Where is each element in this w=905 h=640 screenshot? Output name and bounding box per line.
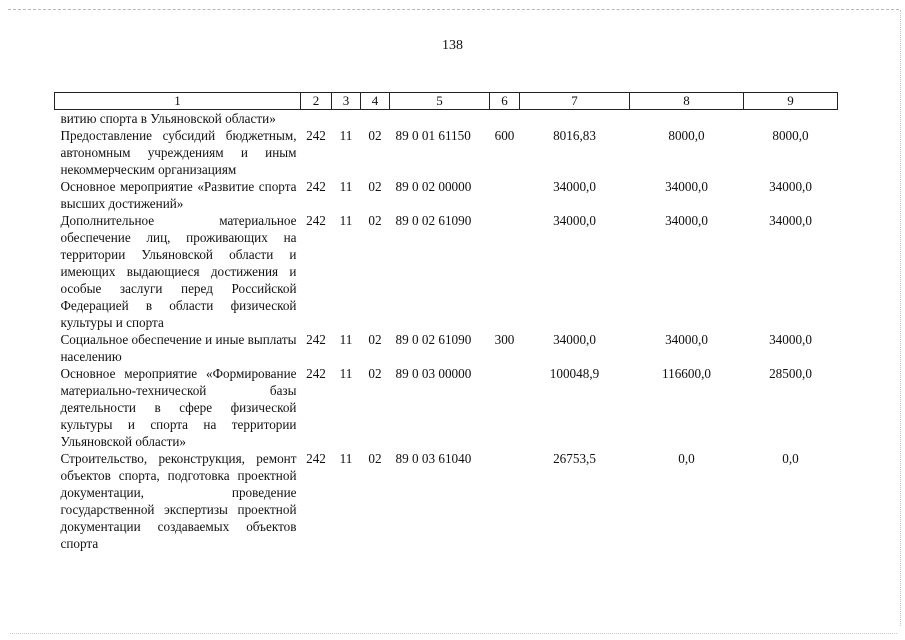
header-col-6: 6: [490, 93, 520, 110]
cell-name: Предоставление субсидий бюджетным, автономным учреждениям и иным некоммерческим организациям: [60, 128, 297, 177]
header-col-7: 7: [520, 93, 630, 110]
cell-amount-8: 0,0: [678, 451, 695, 466]
cell-target-article: 89 0 03 00000: [395, 366, 472, 381]
cell-expense-type: [490, 365, 520, 450]
cell-name: витию спорта в Ульяновской области»: [60, 111, 276, 126]
cell-expense-type: [490, 450, 520, 552]
cell-name: Социальное обеспечение и иные выплаты населению: [60, 332, 297, 364]
header-col-4: 4: [361, 93, 390, 110]
table-body: [55, 110, 838, 553]
cell-section: 11: [339, 451, 353, 466]
table-row: [55, 127, 838, 178]
cell-ministry-code: 242: [306, 213, 326, 228]
header-col-3: 3: [332, 93, 361, 110]
cell-target-article: 89 0 02 00000: [395, 179, 472, 194]
cell-ministry-code: 242: [306, 451, 326, 466]
cell-section: 11: [339, 366, 353, 381]
cell-section: 11: [339, 213, 353, 228]
cell-expense-type: 600: [494, 128, 515, 143]
cell-section: 11: [339, 128, 353, 143]
cell-subsection: 02: [368, 366, 382, 381]
cell-amount-9: 34000,0: [769, 179, 812, 194]
cell-subsection: 02: [368, 179, 382, 194]
header-col-9: 9: [744, 93, 838, 110]
cell-name: Основное мероприятие «Развитие спорта высших достижений»: [60, 179, 297, 211]
table-row: [55, 450, 838, 552]
cell-name: Строительство, реконструкция, ремонт объектов спорта, подготовка проектной документации, проведение государственной экспертизы проектной документации создаваемых объектов спорта: [60, 451, 297, 551]
cell-section: 11: [339, 179, 353, 194]
cell-amount-8: 116600,0: [662, 366, 711, 381]
cell-amount-7: 34000,0: [553, 213, 596, 228]
cell-target-article: 89 0 02 61090: [395, 213, 472, 228]
cell-amount-9: 34000,0: [769, 332, 812, 347]
cell-amount-8: 34000,0: [665, 179, 708, 194]
cell-expense-type: 300: [494, 332, 515, 347]
cell-ministry-code: 242: [306, 332, 326, 347]
header-col-5: 5: [390, 93, 490, 110]
cell-target-article: 89 0 02 61090: [395, 332, 472, 347]
cell-subsection: 02: [368, 451, 382, 466]
cell-ministry-code: 242: [306, 366, 326, 381]
cell-name: Дополнительное материальное обеспечение лиц, проживающих на территории Ульяновской области и имеющих выдающиеся достижения и особые заслуги перед Российской Федерацией в области физической культуры и спорта: [60, 213, 297, 330]
cell-amount-9: 34000,0: [769, 213, 812, 228]
cell-amount-8: 34000,0: [665, 332, 708, 347]
cell-amount-8: 34000,0: [665, 213, 708, 228]
cell-name: Основное мероприятие «Формирование материально-технической базы деятельности в сфере физической культуры и спорта на территории Ульяновской области»: [60, 366, 297, 449]
budget-table: [54, 92, 838, 552]
cell-section: 11: [339, 332, 353, 347]
cell-amount-7: 26753,5: [553, 451, 596, 466]
cell-subsection: 02: [368, 332, 382, 347]
table-row: [55, 178, 838, 212]
cell-expense-type: [490, 178, 520, 212]
cell-amount-7: 34000,0: [553, 332, 596, 347]
cell-amount-7: 8016,83: [553, 128, 596, 143]
cell-amount-9: 0,0: [782, 451, 799, 466]
header-row: [55, 93, 838, 110]
cell-amount-7: 100048,9: [549, 366, 600, 381]
table-row: [55, 365, 838, 450]
table-row: [55, 331, 838, 365]
cell-target-article: 89 0 03 61040: [395, 451, 472, 466]
cell-amount-9: 8000,0: [772, 128, 809, 143]
header-col-2: 2: [301, 93, 332, 110]
table-row: [55, 212, 838, 331]
scan-edge-top: [8, 9, 899, 10]
header-col-1: 1: [55, 93, 301, 110]
cell-expense-type: [490, 212, 520, 331]
cell-ministry-code: 242: [306, 179, 326, 194]
cell-amount-8: 8000,0: [668, 128, 705, 143]
cell-target-article: 89 0 01 61150: [395, 128, 471, 143]
header-col-8: 8: [630, 93, 744, 110]
cell-amount-7: 34000,0: [553, 179, 596, 194]
table-header: [55, 93, 838, 110]
cell-subsection: 02: [368, 213, 382, 228]
cell-ministry-code: 242: [306, 128, 326, 143]
scan-edge-bottom: [10, 633, 897, 634]
table-row-continuation: [55, 110, 838, 128]
cell-amount-9: 28500,0: [769, 366, 812, 381]
page-number: 138: [442, 38, 463, 53]
scan-edge-right: [900, 10, 901, 626]
cell-subsection: 02: [368, 128, 382, 143]
